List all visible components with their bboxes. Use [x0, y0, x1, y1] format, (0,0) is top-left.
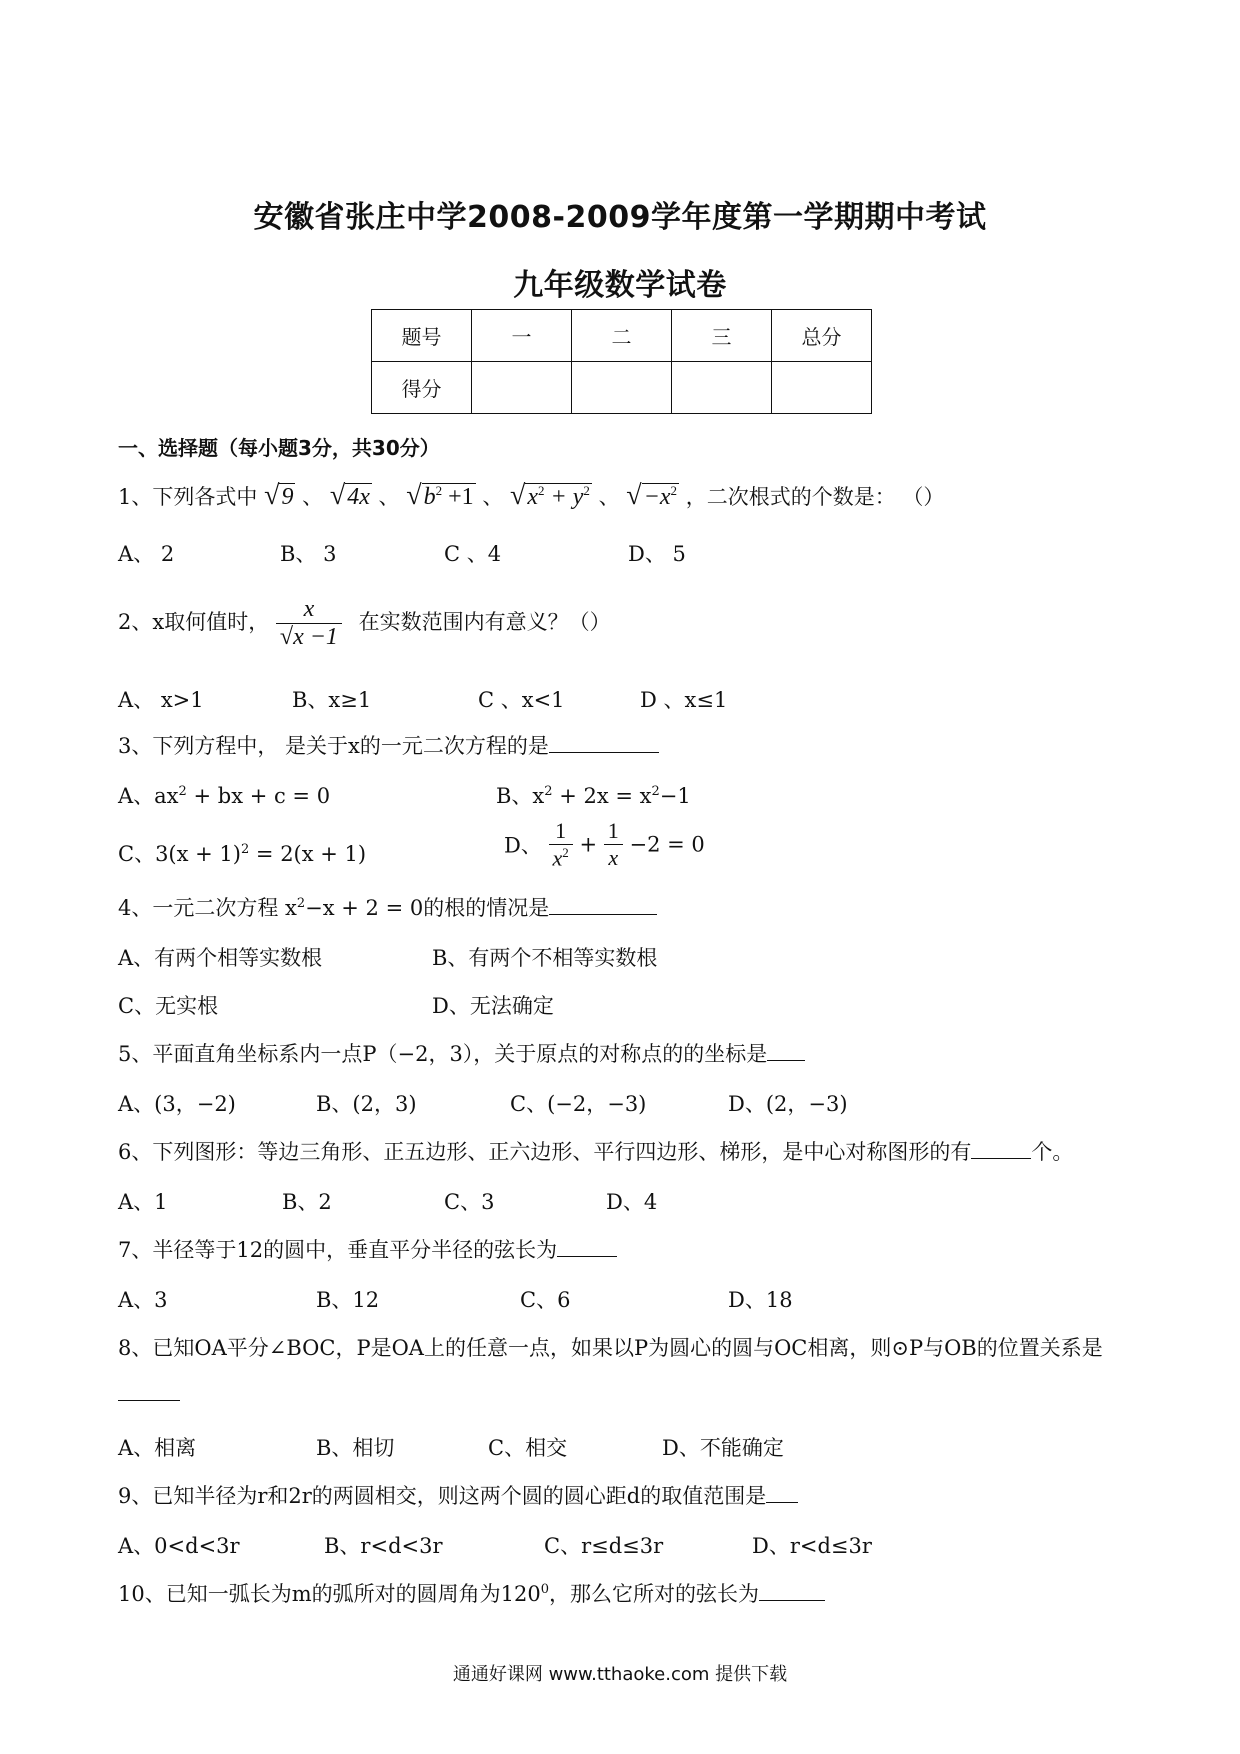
- q1-separator: 、: [378, 485, 400, 509]
- q1-separator: 、: [302, 485, 324, 509]
- q2-option-a: A、 x>1: [118, 688, 204, 712]
- q10-answer-blank: [759, 1580, 825, 1601]
- q9-option-d: D、r<d≤3r: [752, 1534, 872, 1558]
- q8-option-c: C、相交: [488, 1436, 568, 1460]
- q3-option-a: A、$ax^2$ + bx + c = 0: [118, 784, 331, 808]
- q6-option-c: C、3: [444, 1190, 495, 1214]
- question-7: 7、半径等于12的圆中，垂直平分半径的弦长为: [118, 1234, 617, 1264]
- q7-option-b: B、12: [316, 1288, 380, 1312]
- score-cell: [772, 362, 872, 414]
- q3-option-c: C、$3(x + 1)^2 = 2(x + 1)$: [118, 842, 367, 866]
- question-8: 8、已知OA平分∠BOC，P是OA上的任意一点，如果以P为圆心的圆与OC相离，则⊙P与OB的位置关系是: [118, 1336, 1103, 1360]
- q1-suffix: ，二次根式的个数是： （）: [685, 485, 945, 509]
- score-row-label: 得分: [372, 362, 472, 414]
- q4-option-b: B、有两个不相等实数根: [432, 946, 658, 970]
- q7-option-d: D、18: [728, 1288, 793, 1312]
- exam-subtitle: 九年级数学试卷: [513, 268, 727, 303]
- question-10: 10、已知一弧长为m的弧所对的圆周角为$120^0$，那么它所对的弦长为: [118, 1578, 825, 1608]
- q5-option-c: C、(−2，−3): [510, 1092, 647, 1116]
- q8-option-a: A、相离: [118, 1436, 197, 1460]
- question-4: 4、一元二次方程 $x^2-x + 2 = 0$的根的情况是: [118, 892, 657, 922]
- q1-radical-5: $√-x^2$: [626, 480, 678, 511]
- q3-option-b: B、$x^2 + 2x = x^2-1$: [496, 784, 691, 808]
- q1-option-c: C 、4: [444, 542, 502, 566]
- q2-option-d: D 、x≤1: [640, 688, 728, 712]
- q3-option-d: D、 $\frac{1}{x^2}$ + $\frac{1}{x}$ −2 = 0: [504, 818, 705, 871]
- q3-d-fraction-2: $\frac{1}{x}$: [604, 818, 623, 871]
- q6-option-a: A、1: [118, 1190, 168, 1214]
- question-1: [118, 480, 944, 512]
- score-table-score-row: [372, 362, 872, 414]
- q8-answer-line: [118, 1380, 180, 1406]
- q3-answer-blank: [549, 732, 659, 753]
- score-table: [371, 309, 872, 414]
- question-6: 6、下列图形：等边三角形、正五边形、正六边形、平行四边形、梯形，是中心对称图形的有 个。: [118, 1140, 1074, 1164]
- score-cell: [572, 362, 672, 414]
- question-5: 5、平面直角坐标系内一点P（−2，3），关于原点的对称点的的坐标是: [118, 1038, 805, 1068]
- q2-fraction: $\frac{x}{√x -1}$: [276, 596, 342, 651]
- section-heading: 一、选择题（每小题3分，共30分）: [118, 436, 440, 460]
- q3-d-fraction-1: $\frac{1}{x^2}$: [549, 818, 573, 871]
- q4-option-a: A、有两个相等实数根: [118, 946, 323, 970]
- question-9: 9、已知半径为r和2r的两圆相交，则这两个圆的圆心距d的取值范围是: [118, 1480, 798, 1510]
- q9-option-a: A、0<d<3r: [118, 1534, 240, 1558]
- q8-option-b: B、相切: [316, 1436, 395, 1460]
- score-header-cell: 总分: [772, 310, 872, 362]
- q2-suffix: 在实数范围内有意义？（）: [358, 610, 611, 634]
- q1-radical-3: $√b^2 +1$: [406, 480, 474, 511]
- q8-option-d: D、不能确定: [662, 1436, 784, 1460]
- q2-option-c: C 、x<1: [478, 688, 565, 712]
- score-header-cell: 三: [672, 310, 772, 362]
- q6-answer-blank: [971, 1138, 1031, 1159]
- q5-option-d: D、(2，−3): [728, 1092, 848, 1116]
- q9-option-c: C、r≤d≤3r: [544, 1534, 664, 1558]
- q1-radical-4: $√x^2 + y^2$: [510, 480, 590, 511]
- q8-answer-blank: [118, 1380, 180, 1401]
- q1-separator: 、: [482, 485, 504, 509]
- q1-option-d: D、 5: [628, 542, 686, 566]
- q1-separator: 、: [598, 485, 620, 509]
- q1-option-b: B、 3: [280, 542, 337, 566]
- score-table-header-row: [372, 310, 872, 362]
- q9-answer-blank: [766, 1482, 798, 1503]
- q6-option-d: D、4: [606, 1190, 658, 1214]
- q4-answer-blank: [549, 894, 657, 915]
- question-2: [118, 596, 611, 651]
- page-footer: 通通好课网 www.tthaoke.com 提供下载: [452, 1664, 788, 1685]
- q1-prefix: 1、下列各式中: [118, 485, 258, 509]
- q2-prefix: 2、x取何值时，: [118, 610, 270, 634]
- q7-option-a: A、3: [118, 1288, 168, 1312]
- q5-option-b: B、(2，3): [316, 1092, 417, 1116]
- q4-option-c: C、无实根: [118, 994, 219, 1018]
- exam-title: 安徽省张庄中学2008-2009学年度第一学期期中考试: [253, 200, 987, 235]
- q7-answer-blank: [557, 1236, 617, 1257]
- q6-option-b: B、2: [282, 1190, 332, 1214]
- score-header-cell: 题号: [372, 310, 472, 362]
- score-header-cell: 一: [472, 310, 572, 362]
- q1-option-a: A、 2: [118, 542, 175, 566]
- question-3: 3、下列方程中， 是关于x的一元二次方程的是: [118, 730, 659, 760]
- q1-radical-1: √9: [264, 480, 294, 511]
- q5-option-a: A、(3，−2): [118, 1092, 236, 1116]
- q4-option-d: D、无法确定: [432, 994, 554, 1018]
- q1-radical-2: √4x: [329, 480, 370, 511]
- q9-option-b: B、r<d<3r: [324, 1534, 443, 1558]
- score-cell: [672, 362, 772, 414]
- score-cell: [472, 362, 572, 414]
- score-header-cell: 二: [572, 310, 672, 362]
- q2-option-b: B、x≥1: [292, 688, 372, 712]
- q7-option-c: C、6: [520, 1288, 571, 1312]
- q5-answer-blank: [767, 1040, 805, 1061]
